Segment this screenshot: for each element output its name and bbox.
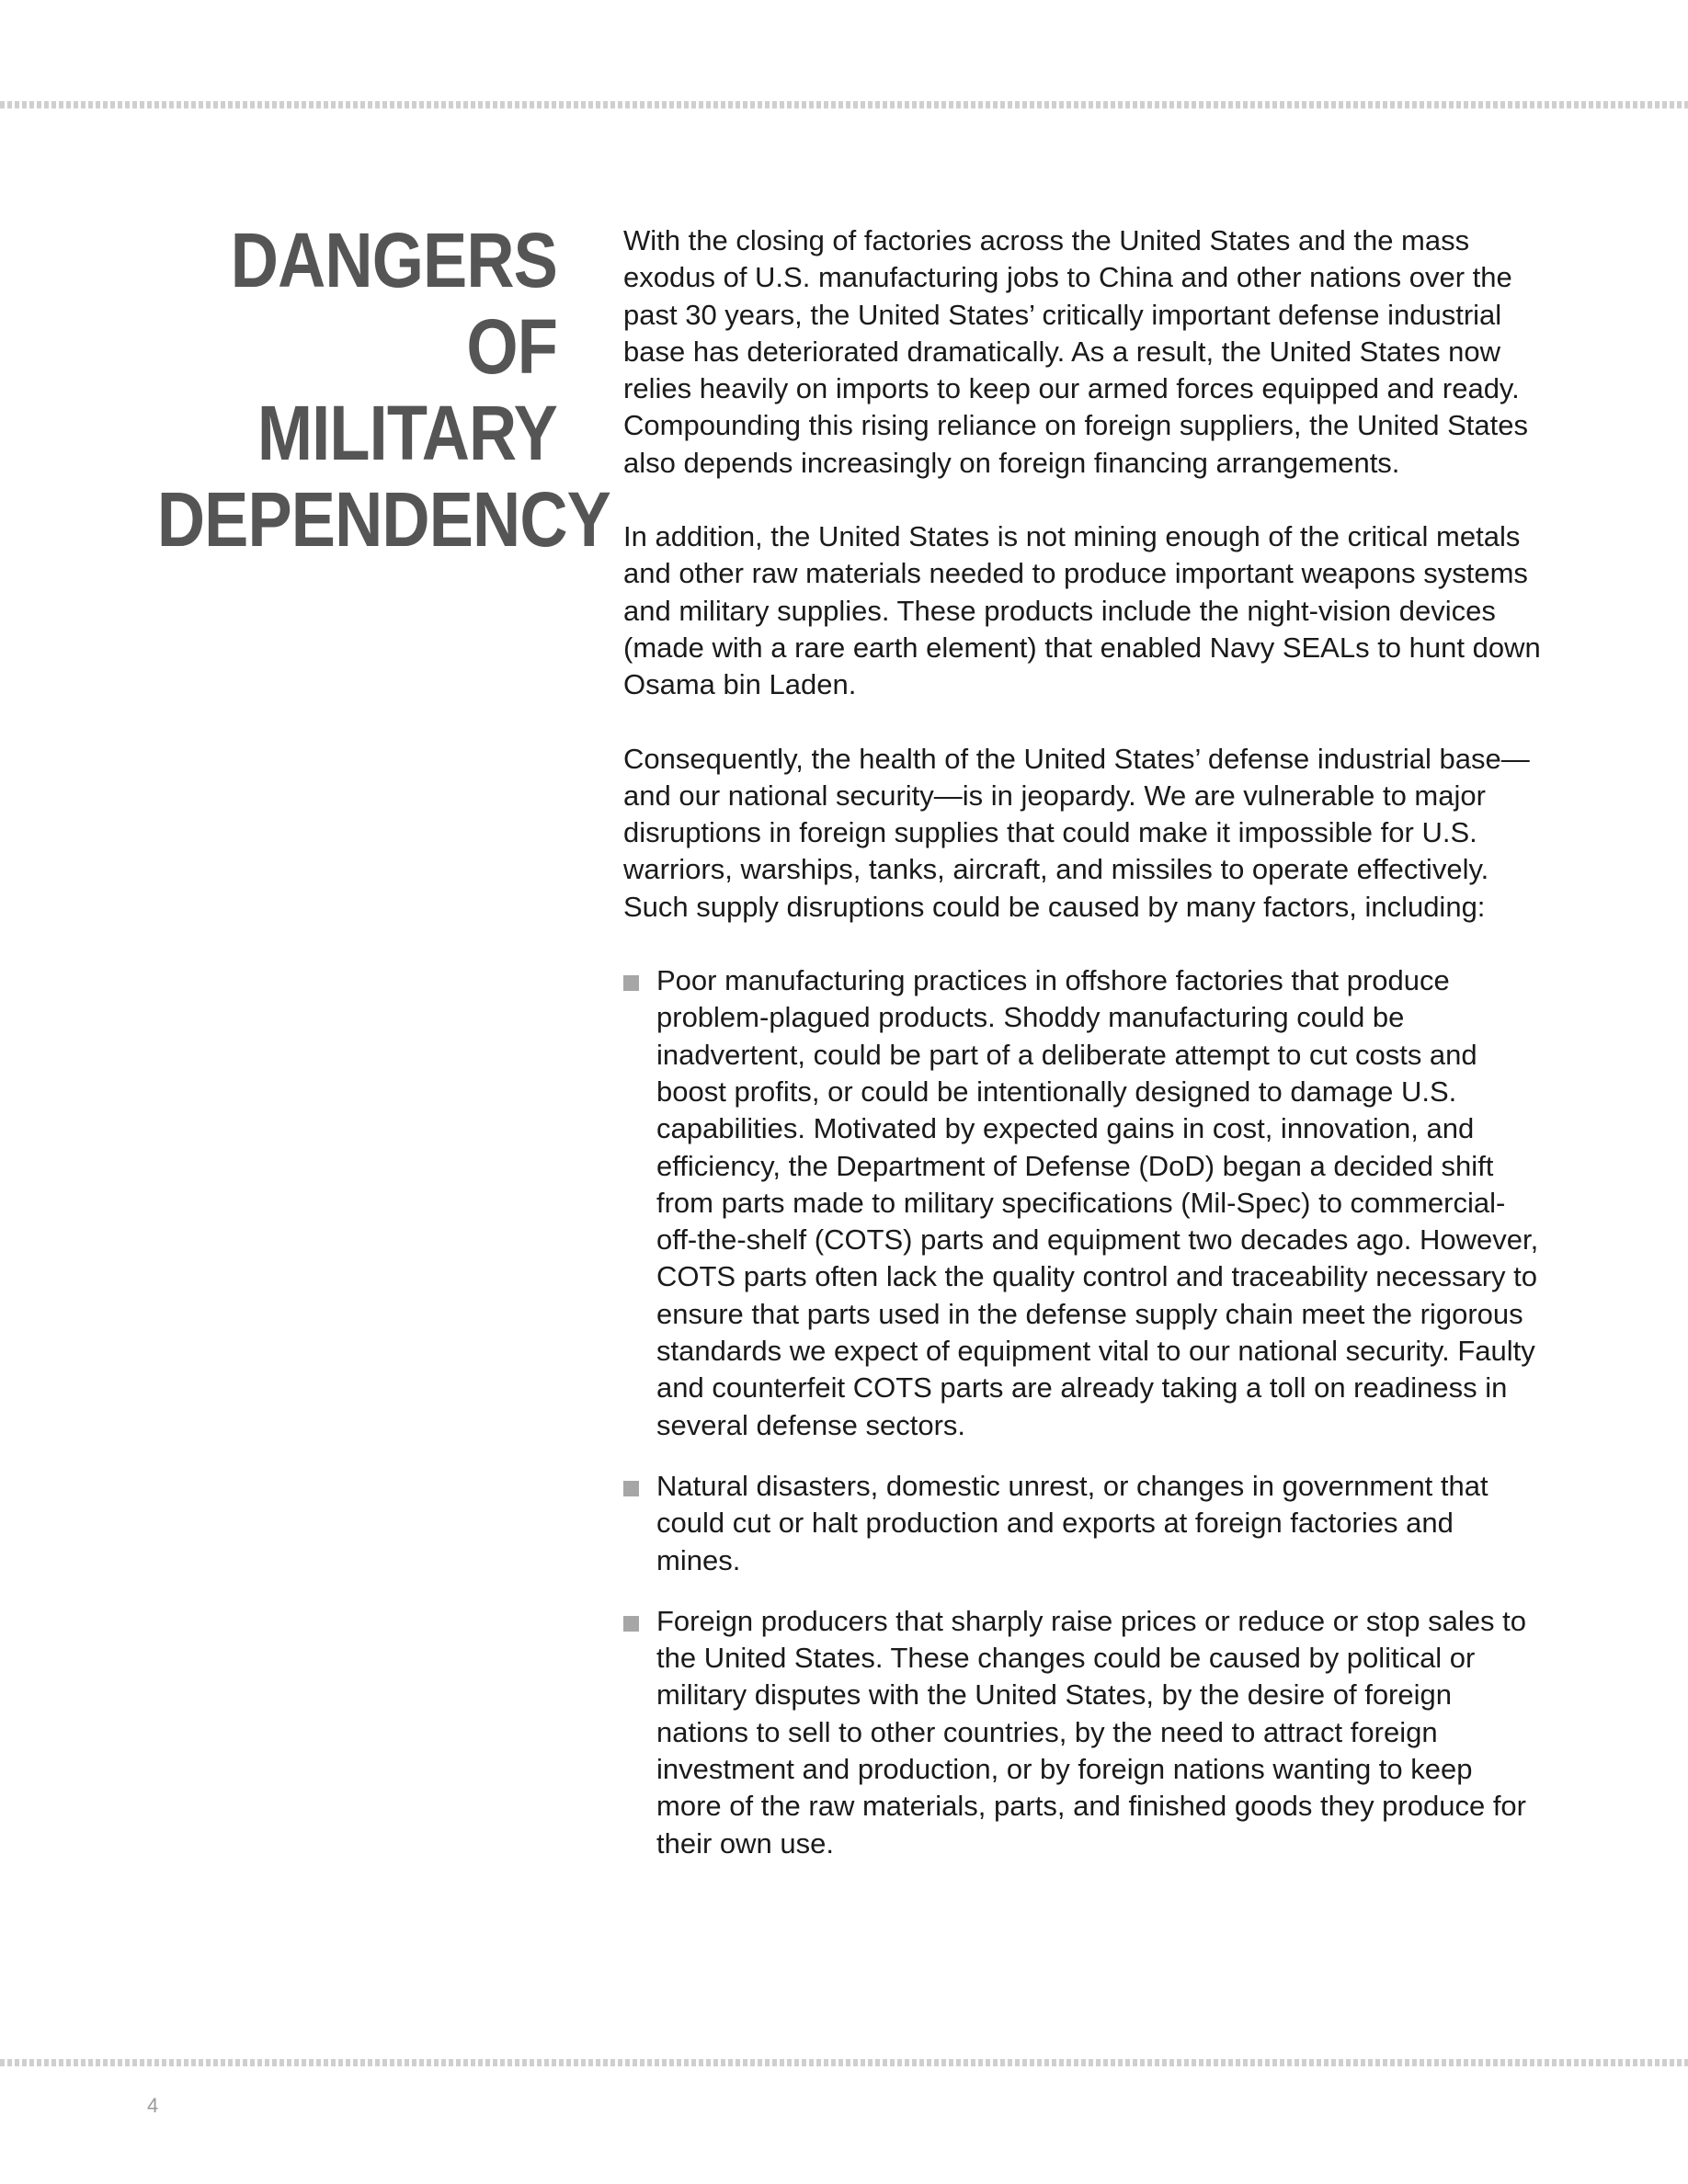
- square-bullet-icon: [623, 1616, 639, 1632]
- consequences-paragraph: Consequently, the health of the United States’ defense industrial base—and our national security—is in jeopardy. We are vulnerable to major disruptions in foreign supplies that could make it impossible for U.S. warriors, warships, tanks, aircraft, and missiles to operate effectively. Such supply disruptions could be caused by many factors, including:: [623, 742, 1530, 923]
- list-item: [623, 1603, 1543, 1862]
- raw-materials-paragraph: In addition, the United States is not mining enough of the critical metals and other raw materials needed to produce important weapons systems and military supplies. These products include the night-vision devices (made with a rare earth element) that enabled Navy SEALs to hunt down Osama bin Laden.: [623, 520, 1541, 701]
- page-heading: [156, 217, 611, 563]
- square-bullet-icon: [623, 1481, 639, 1496]
- top-divider: [0, 101, 1688, 108]
- heading-line-3: DEPENDENCY: [156, 476, 611, 563]
- page-number: 4: [147, 2094, 159, 2117]
- bottom-divider: [0, 2059, 1688, 2066]
- body-text-column: [623, 222, 1543, 1886]
- list-item-text: Natural disasters, domestic unrest, or changes in government that could cut or halt production and exports at foreign factories and mines.: [656, 1469, 1488, 1576]
- list-item: [623, 962, 1543, 1444]
- heading-line-2: OF MILITARY: [257, 303, 557, 476]
- disruption-factors-list: [623, 962, 1543, 1862]
- list-item-text: Poor manufacturing practices in offshore factories that produce problem-plagued products. Shoddy manufacturing could be inadvertent, could be part of a deliberate attempt to cut costs and boost profits, or could be intentionally designed to damage U.S. capabilities. Motivated by expected gains in cost, innovation, and efficiency, the Department of Defense (DoD) began a decided shift from parts made to military specifications (Mil-Spec) to commercial-off-the-shelf (COTS) parts and equipment two decades ago. However, COTS parts often lack the quality control and traceability necessary to ensure that parts used in the defense supply chain meet the rigorous standards we expect of equipment vital to our national security. Faulty and counterfeit COTS parts are already taking a toll on readiness in several defense sectors.: [656, 964, 1539, 1441]
- heading-line-1: DANGERS: [230, 217, 557, 303]
- intro-paragraph: With the closing of factories across the United States and the mass exodus of U.S. manufacturing jobs to China and other nations over the past 30 years, the United States’ critically important defense industrial base has deteriorated dramatically. As a result, the United States now relies heavily on imports to keep our armed forces equipped and ready. Compounding this rising reliance on foreign suppliers, the United States also depends increasingly on foreign financing arrangements.: [623, 224, 1528, 479]
- square-bullet-icon: [623, 975, 639, 991]
- list-item-text: Foreign producers that sharply raise prices or reduce or stop sales to the United States. These changes could be caused by political or military disputes with the United States, by the desire of foreign nations to sell to other countries, by the need to attract foreign investment and production, or by foreign nations wanting to keep more of the raw materials, parts, and finished goods they produce for their own use.: [656, 1604, 1526, 1860]
- list-item: [623, 1468, 1543, 1579]
